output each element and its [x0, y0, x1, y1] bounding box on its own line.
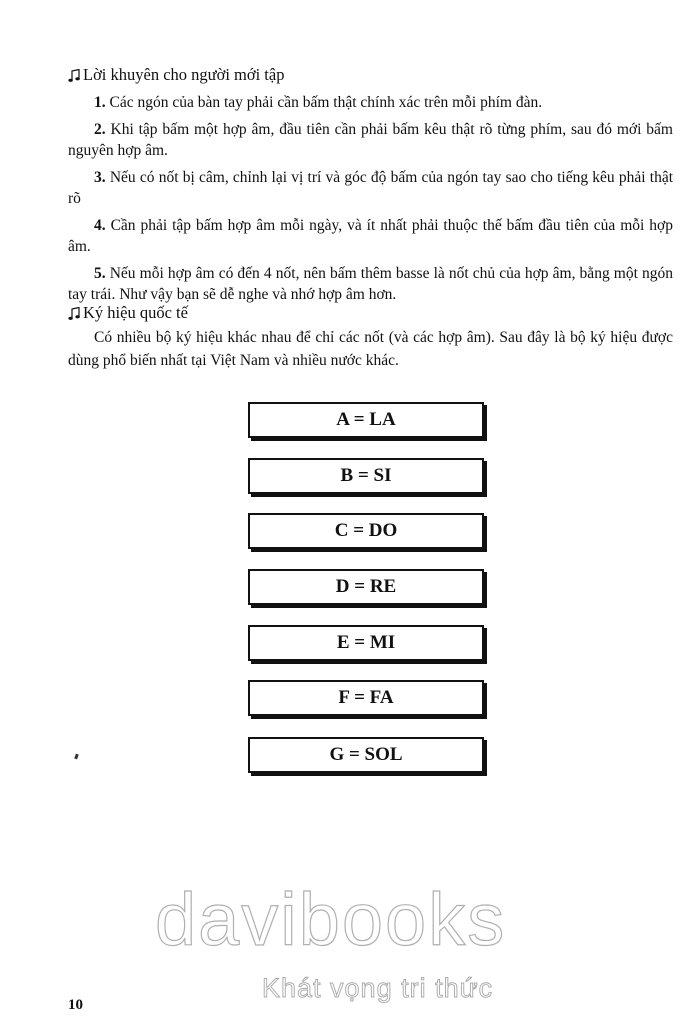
note-box-f: F = FA	[248, 680, 484, 716]
advice-section	[68, 64, 673, 311]
watermark-brand: davibooks	[155, 878, 507, 961]
advice-heading-text: Lời khuyên cho người mới tập	[83, 65, 285, 84]
note-box-b: B = SI	[248, 458, 484, 494]
advice-tip-3: 3. Nếu có nốt bị câm, chỉnh lại vị trí và góc độ bấm của ngón tay sao cho tiếng kêu phải thật rõ	[68, 169, 674, 207]
advice-tip-4: 4. Cần phải tập bấm hợp âm mỗi ngày, và ít nhất phải thuộc thế bấm đầu tiên của mỗi hợp âm.	[68, 217, 673, 255]
note-box-a: A = LA	[248, 402, 484, 438]
note-box-d: D = RE	[248, 569, 484, 605]
note-box-e: E = MI	[248, 625, 484, 661]
watermark-tagline: Khát vọng tri thức	[262, 973, 494, 1003]
advice-tip-1: 1. Các ngón của bàn tay phải cần bấm thật chính xác trên mỗi phím đàn.	[94, 94, 543, 111]
symbols-section	[68, 302, 673, 372]
symbols-heading	[68, 302, 673, 324]
advice-tip-2: 2. Khi tập bấm một hợp âm, đầu tiên cần phải bấm kêu thật rõ từng phím, sau đó mới bấm nguyên hợp âm.	[68, 121, 673, 159]
note-box-c: C = DO	[248, 513, 484, 549]
advice-heading	[68, 64, 673, 86]
page-number: 10	[68, 997, 83, 1013]
scan-mark	[74, 754, 79, 760]
note-box-g: G = SOL	[248, 737, 484, 773]
symbols-intro: Có nhiều bộ ký hiệu khác nhau để chỉ các nốt (và các hợp âm). Sau đây là bộ ký hiệu được dùng phổ biến nhất tại Việt Nam và nhiều nước khác.	[68, 329, 673, 369]
advice-tip-5: 5. Nếu mỗi hợp âm có đến 4 nốt, nên bấm thêm basse là nốt chủ của hợp âm, bằng một ngón tay trái. Như vậy bạn sẽ dễ nghe và nhớ hợp âm hơn.	[68, 265, 674, 303]
symbols-heading-text: Ký hiệu quốc tế	[83, 303, 188, 322]
music-note-icon	[68, 307, 80, 321]
music-note-icon	[68, 69, 80, 83]
